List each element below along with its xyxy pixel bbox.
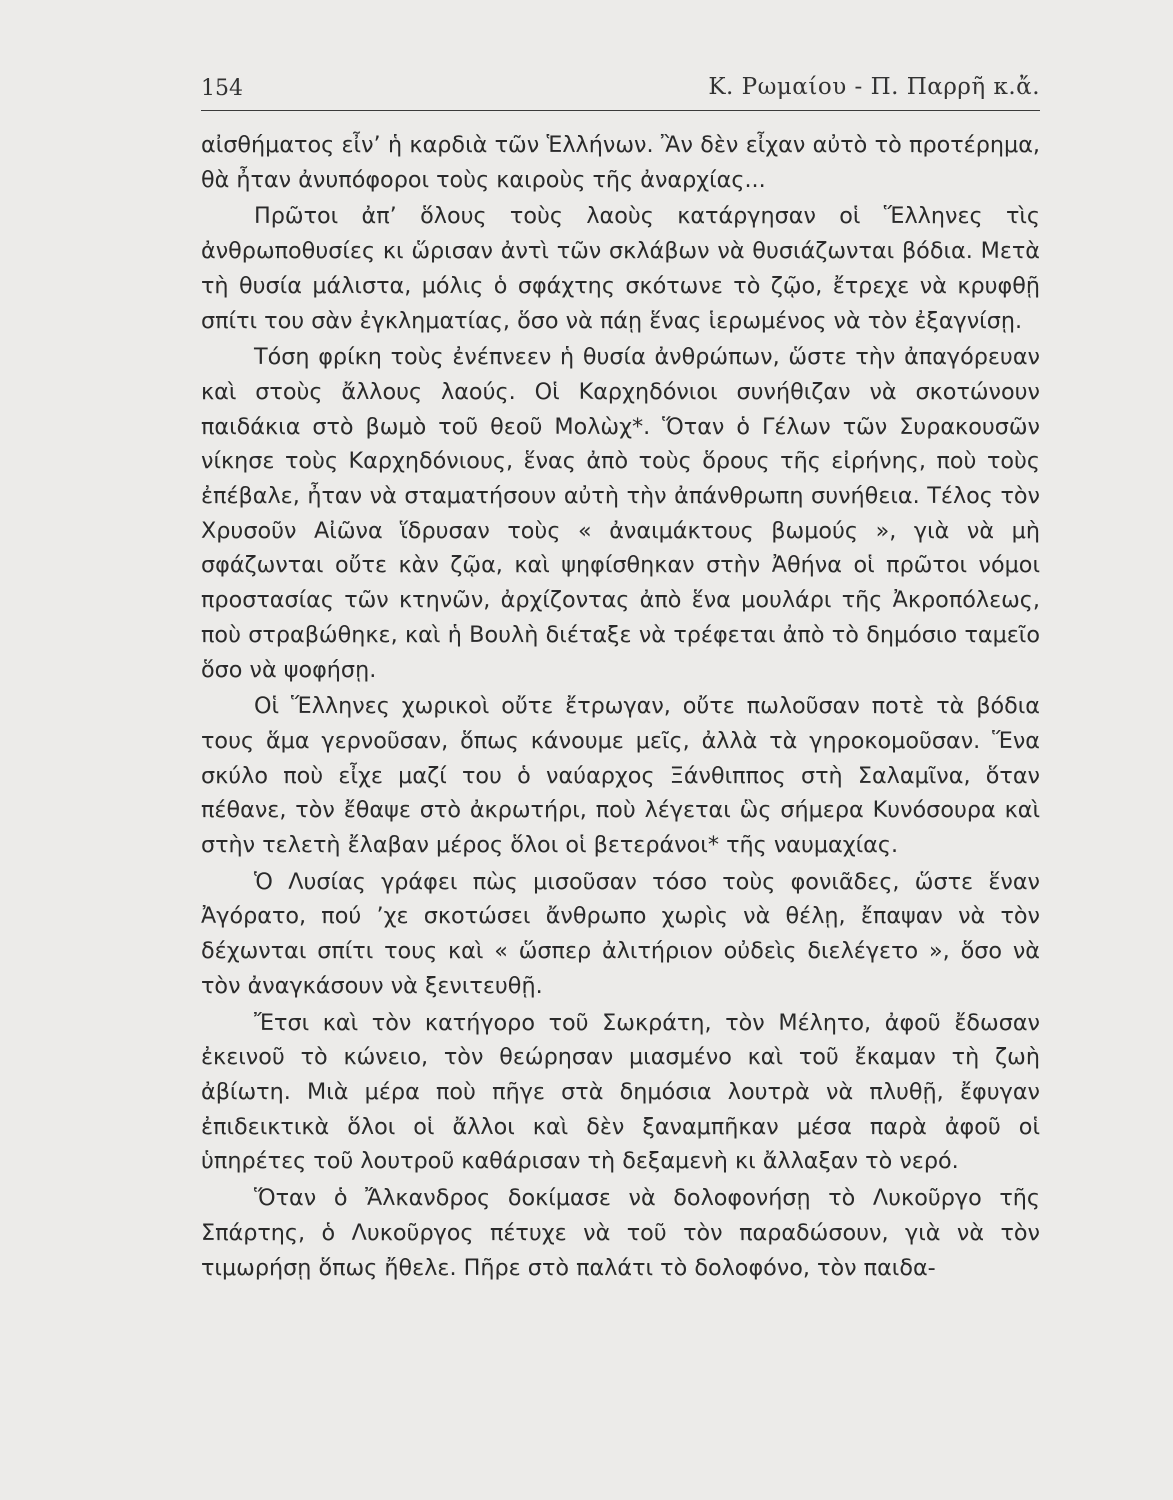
- paragraph-5: Ὁ Λυσίας γράφει πὼς μισοῦσαν τόσο τοὺς φονιᾶδες, ὥστε ἕναν Ἀγόρατο, πού ’χε σκοτώσει ἄνθρωπο χωρὶς νὰ θέλῃ, ἔπαψαν νὰ τὸν δέχωνται σπίτι τους καὶ « ὥσπερ ἀλιτήριον οὐδεὶς διελέγετο », ὅσο νὰ τὸν ἀναγκάσουν νὰ ξενιτευθῇ.: [201, 868, 1040, 999]
- paragraph-2: Πρῶτοι ἀπ’ ὅλους τοὺς λαοὺς κατάργησαν οἱ Ἕλληνες τὶς ἀνθρωποθυσίες κι ὥρισαν ἀντὶ τῶν σκλάβων νὰ θυσιάζωνται βόδια. Μετὰ τὴ θυσία μάλιστα, μόλις ὁ σφάχτης σκότωνε τὸ ζῷο, ἔτρεχε νὰ κρυφθῇ σπίτι του σὰν ἐγκληματίας, ὅσο νὰ πάῃ ἕνας ἱερωμένος νὰ τὸν ἐξαγνίσῃ.: [201, 203, 1040, 334]
- paragraph-4: Οἱ Ἕλληνες χωρικοὶ οὔτε ἔτρωγαν, οὔτε πωλοῦσαν ποτὲ τὰ βόδια τους ἅμα γερνοῦσαν, ὅπως κάνουμε μεῖς, ἀλλὰ τὰ γηροκομοῦσαν. Ἕνα σκύλο ποὺ εἶχε μαζί του ὁ ναύαρχος Ξάνθιππος στὴ Σαλαμῖνα, ὅταν πέθανε, τὸν ἔθαψε στὸ ἀκρωτήρι, ποὺ λέγεται ὣς σήμερα Κυνόσουρα καὶ στὴν τελετὴ ἔλαβαν μέρος ὅλοι οἱ βετεράνοι* τῆς ναυμαχίας.: [201, 693, 1040, 859]
- paragraph-7: Ὅταν ὁ Ἄλκανδρος δοκίμασε νὰ δολοφονήσῃ τὸ Λυκοῦργο τῆς Σπάρτης, ὁ Λυκοῦργος πέτυχε νὰ τοῦ τὸν παραδώσουν, γιὰ νὰ τὸν τιμωρήσῃ ὅπως ἤθελε. Πῆρε στὸ παλάτι τὸ δολοφόνο, τὸν παιδα-: [201, 1185, 1040, 1281]
- page-header: [201, 70, 1040, 111]
- paragraph-6: Ἔτσι καὶ τὸν κατήγορο τοῦ Σωκράτη, τὸν Μέλητο, ἀφοῦ ἔδωσαν ἐκεινοῦ τὸ κώνειο, τὸν θεώρησαν μιασμένο καὶ τοῦ ἔκαμαν τὴ ζωὴ ἀβίωτη. Μιὰ μέρα ποὺ πῆγε στὰ δημόσια λουτρὰ νὰ πλυθῇ, ἔφυγαν ἐπιδεικτικὰ ὅλοι οἱ ἄλλοι καὶ δὲν ξαναμπῆκαν μέσα παρὰ ἀφοῦ οἱ ὑπηρέτες τοῦ λουτροῦ καθάρισαν τὴ δεξαμενὴ κι ἄλλαξαν τὸ νερό.: [201, 1009, 1040, 1175]
- page-number: 154: [201, 76, 243, 101]
- paragraph-3: Τόση φρίκη τοὺς ἐνέπνεεν ἡ θυσία ἀνθρώπων, ὥστε τὴν ἀπαγόρευαν καὶ στοὺς ἄλλους λαούς. Οἱ Καρχηδόνιοι συνήθιζαν νὰ σκοτώνουν παιδάκια στὸ βωμὸ τοῦ θεοῦ Μολὼχ*. Ὅταν ὁ Γέλων τῶν Συρακουσῶν νίκησε τοὺς Καρχηδόνιους, ἕνας ἀπὸ τοὺς ὅρους τῆς εἰρήνης, ποὺ τοὺς ἐπέβαλε, ἦταν νὰ σταματήσουν αὐτὴ τὴν ἀπάνθρωπη συνήθεια. Τέλος τὸν Χρυσοῦν Αἰῶνα ἵδρυσαν τοὺς « ἀναιμάκτους βωμούς », γιὰ νὰ μὴ σφάζωνται οὔτε κὰν ζῷα, καὶ ψηφίσθηκαν στὴν Ἀθήνα οἱ πρῶτοι νόμοι προστασίας τῶν κτηνῶν, ἀρχίζοντας ἀπὸ ἕνα μουλάρι τῆς Ἀκροπόλεως, ποὺ στραβώθηκε, καὶ ἡ Βουλὴ διέταξε νὰ τρέφεται ἀπὸ τὸ δημόσιο ταμεῖο ὅσο νὰ ψοφήσῃ.: [201, 344, 1040, 683]
- running-head: Κ. Ρωμαίου - Π. Παρρῆ κ.ἄ.: [708, 74, 1040, 100]
- paragraph-1: αἰσθήματος εἶν’ ἡ καρδιὰ τῶν Ἑλλήνων. Ἂν δὲν εἶχαν αὐτὸ τὸ προτέρημα, θὰ ἦταν ἀνυπόφοροι τοὺς καιροὺς τῆς ἀναρχίας...: [201, 132, 1040, 193]
- body-text: [201, 128, 1040, 1285]
